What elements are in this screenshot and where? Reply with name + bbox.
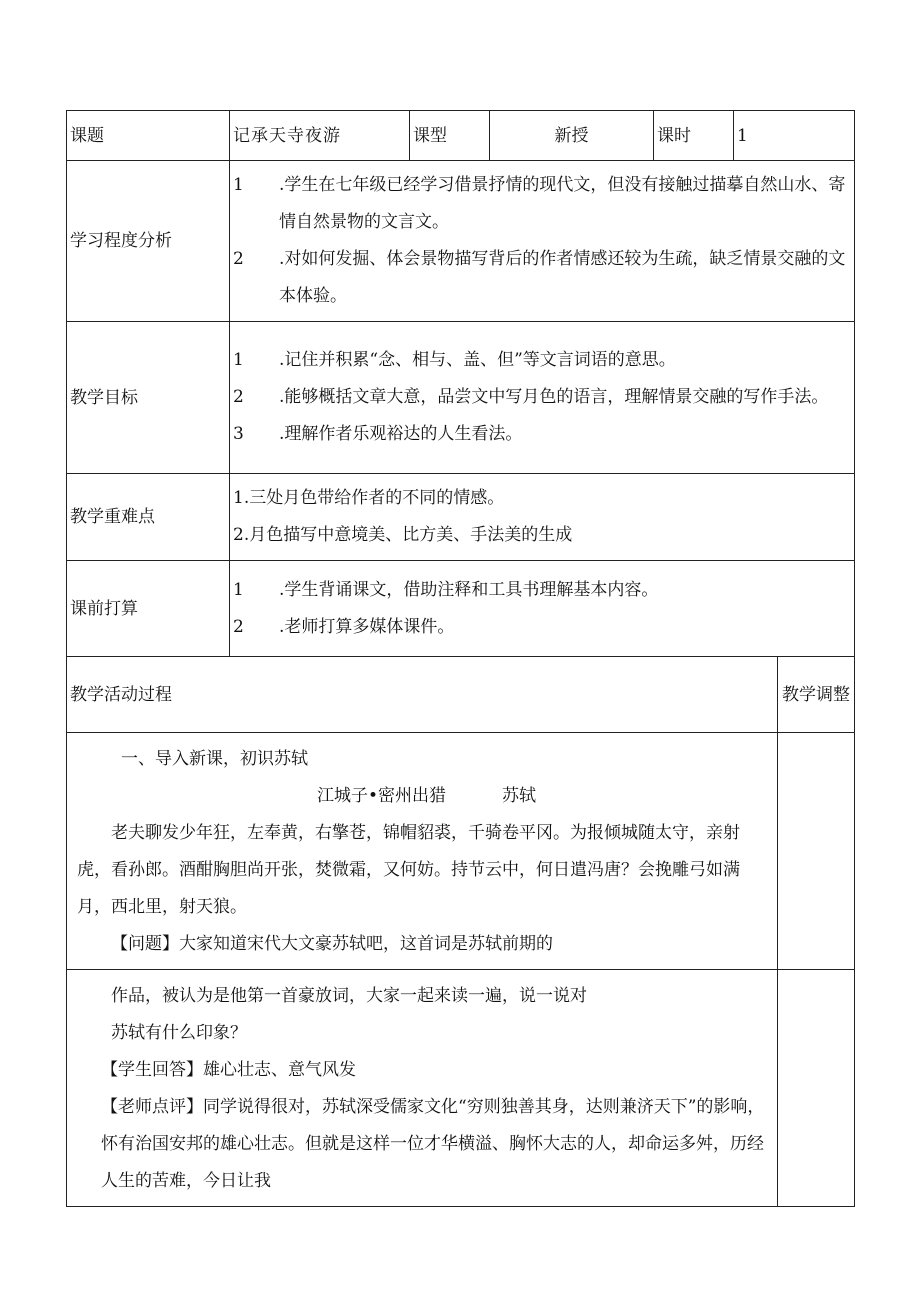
keypoints-content — [230, 474, 855, 561]
keypoint-line: 2.月色描写中意境美、比方美、手法美的生成 — [233, 525, 573, 545]
prep-item — [233, 572, 848, 609]
poem-heading — [77, 778, 771, 815]
process-header-row — [67, 657, 855, 733]
item-number: 2 — [233, 249, 244, 269]
keypoint-line: 1.三处月色带给作者的不同的情感。 — [233, 488, 505, 508]
topic-label: 课题 — [67, 111, 230, 161]
item-number: 1 — [233, 175, 244, 195]
poem-title: 江城子•密州出猎 — [317, 786, 447, 806]
goal-item — [233, 379, 848, 416]
prep-label: 课前打算 — [67, 561, 230, 657]
keypoints-row — [67, 474, 855, 561]
process-row — [67, 733, 855, 970]
item-number: 1 — [233, 350, 244, 370]
hours-label: 课时 — [654, 111, 734, 161]
continuation-content — [67, 970, 778, 1207]
goals-content — [230, 322, 855, 474]
poem-author: 苏轼 — [502, 786, 537, 806]
continuation-text: 作品，被认为是他第一首豪放词，大家一起来读一遍，说一说对苏轼有什么印象？ — [111, 986, 587, 1043]
item-text: .学生在七年级已经学习借景抒情的现代文，但没有接触过描摹自然山水、寄情自然景物的文言文。 — [279, 175, 846, 232]
item-text: .对如何发掘、体会景物描写背后的作者情感还较为生疏，缺乏情景交融的文本体验。 — [279, 249, 846, 306]
adjust-cell — [778, 970, 855, 1207]
item-number: 2 — [233, 616, 244, 637]
teacher-comment: 【老师点评】同学说得很对，苏轼深受儒家文化“穷则独善其身，达则兼济天下”的影响，怀有治国安邦的雄心壮志。但就是这样一位才华横溢、胸怀大志的人，却命运多舛，历经人生的苦难，今日让我 — [101, 1097, 765, 1191]
process-content — [67, 733, 778, 970]
adjust-label: 教学调整 — [778, 657, 855, 733]
type-value: 新授 — [490, 111, 654, 161]
prep-row — [67, 561, 855, 657]
student-answer: 【学生回答】雄心壮志、意气风发 — [101, 1060, 356, 1080]
process-label: 教学活动过程 — [67, 657, 778, 733]
question-text: 【问题】大家知道宋代大文豪苏轼吧，这首词是苏轼前期的 — [111, 934, 553, 954]
keypoints-label: 教学重难点 — [67, 474, 230, 561]
prep-item — [233, 609, 848, 646]
poem-text: 老夫聊发少年狂，左奉黄，右擎苍，锦帽貂裘，千骑卷平冈。为报倾城随太守，亲射虎，看孙郎。酒酣胸胆尚开张，焚微霜，又何妨。持节云中，何日遣冯唐？会挽雕弓如满月，西北里，射天狼。 — [77, 823, 740, 917]
item-text: .学生背诵课文，借助注释和工具书理解基本内容。 — [279, 579, 659, 600]
type-label: 课型 — [410, 111, 490, 161]
prep-content — [230, 561, 855, 657]
goal-item — [233, 416, 848, 453]
analysis-content — [230, 161, 855, 322]
topic-value: 记承天寺夜游 — [230, 111, 410, 161]
goals-label: 教学目标 — [67, 322, 230, 474]
item-number: 1 — [233, 579, 244, 600]
item-number: 3 — [233, 424, 244, 444]
analysis-row — [67, 161, 855, 322]
item-text: .能够概括文章大意，品尝文中写月色的语言，理解情景交融的写作手法。 — [279, 387, 829, 407]
lesson-plan-table — [66, 110, 855, 1207]
item-text: .老师打算多媒体课件。 — [279, 616, 455, 637]
analysis-item — [233, 241, 848, 315]
goals-row — [67, 322, 855, 474]
analysis-item — [233, 167, 848, 241]
analysis-label: 学习程度分析 — [67, 161, 230, 322]
section-title: 一、导入新课，初识苏轼 — [121, 749, 308, 769]
item-text: .理解作者乐观裕达的人生看法。 — [279, 424, 523, 444]
adjust-cell — [778, 733, 855, 970]
hours-value: 1 — [734, 111, 855, 161]
item-number: 2 — [233, 387, 244, 407]
header-row — [67, 111, 855, 161]
goal-item — [233, 342, 848, 379]
item-text: .记住并积累“念、相与、盖、但”等文言词语的意思。 — [279, 350, 676, 370]
continuation-row — [67, 970, 855, 1207]
